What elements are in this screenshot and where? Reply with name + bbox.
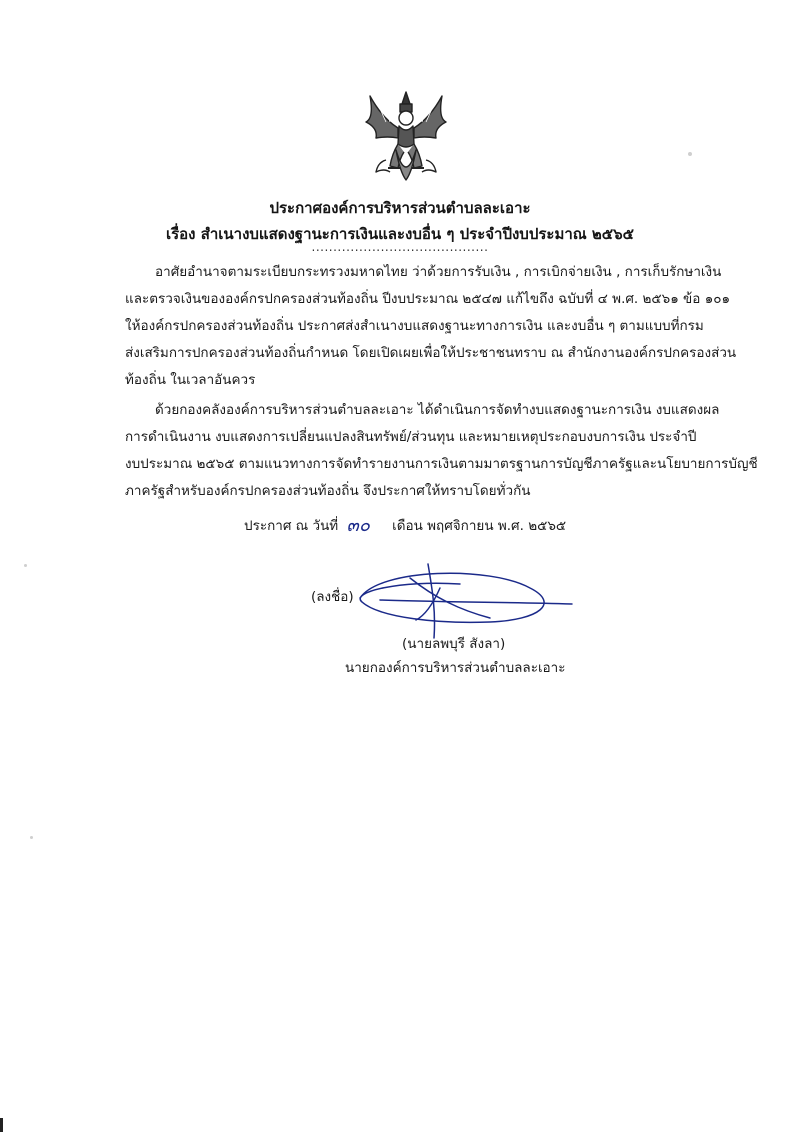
document-subject: เรื่อง สำเนางบแสดงฐานะการเงินและงบอื่น ๆ ประจำปีงบประมาณ ๒๕๖๕ [165, 225, 635, 243]
date-suffix: เดือน พฤศจิกายน พ.ศ. ๒๕๖๕ [392, 518, 567, 534]
paragraph-line: ส่งเสริมการปกครองส่วนท้องถิ่นกำหนด โดยเปิดเผยเพื่อให้ประชาชนทราบ ณ สำนักงานองค์กรปกครองส่วน [125, 345, 737, 361]
signer-name: (นายลพบุรี สังลา) [402, 636, 506, 652]
dotted-divider: ......................................... [311, 240, 489, 254]
paragraph-line: ด้วยกองคลังองค์การบริหารส่วนตำบลละเอาะ ได้ดำเนินการจัดทำงบแสดงฐานะการเงิน งบแสดงผล [155, 402, 720, 418]
signature-label: (ลงชื่อ) [311, 589, 354, 605]
paragraph-line: อาศัยอำนาจตามระเบียบกระทรวงมหาดไทย ว่าด้วยการรับเงิน , การเบิกจ่ายเงิน , การเก็บรักษาเงิน [155, 264, 722, 280]
scan-edge-mark [0, 1118, 3, 1132]
scan-speck [30, 836, 33, 839]
scan-speck [24, 564, 27, 567]
signer-title: นายกองค์การบริหารส่วนตำบลละเอาะ [345, 660, 566, 676]
document-title: ประกาศองค์การบริหารส่วนตำบลละเอาะ [269, 199, 531, 217]
handwritten-day: ๓๐ [346, 515, 370, 536]
date-prefix: ประกาศ ณ วันที่ [244, 518, 339, 534]
paragraph-line: งบประมาณ ๒๕๖๕ ตามแนวทางการจัดทำรายงานการเงินตามมาตรฐานการบัญชีภาครัฐและนโยบายการบัญชี [125, 456, 758, 472]
paragraph-line: ให้องค์กรปกครองส่วนท้องถิ่น ประกาศส่งสำเนางบแสดงฐานะทางการเงิน และงบอื่น ๆ ตามแบบที่กรม [125, 318, 704, 334]
announcement-date [244, 509, 566, 538]
paragraph-line: และตรวจเงินขององค์กรปกครองส่วนท้องถิ่น ปีงบประมาณ ๒๕๔๗ แก้ไขถึง ฉบับที่ ๔ พ.ศ. ๒๕๖๑ ข้อ ๑๐๑ [125, 291, 731, 307]
paragraph-line: ท้องถิ่น ในเวลาอันควร [125, 372, 256, 388]
garuda-emblem-icon [356, 88, 456, 188]
paragraph-line: การดำเนินงาน งบแสดงการเปลี่ยนแปลงสินทรัพย์/ส่วนทุน และหมายเหตุประกอบงบการเงิน ประจำปี [125, 429, 697, 445]
scan-speck [688, 152, 692, 156]
paragraph-line: ภาครัฐสำหรับองค์กรปกครองส่วนท้องถิ่น จึงประกาศให้ทราบโดยทั่วกัน [125, 483, 531, 499]
